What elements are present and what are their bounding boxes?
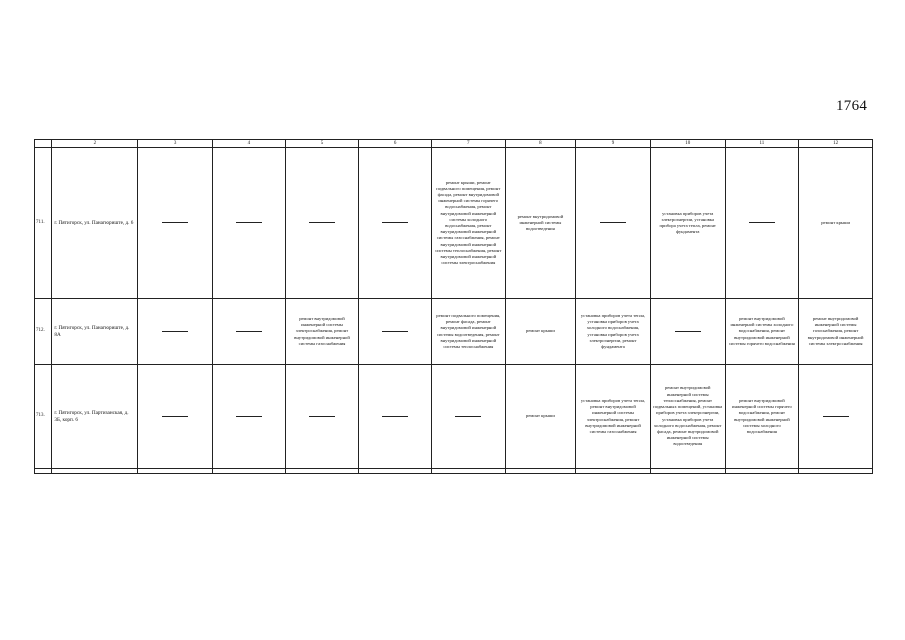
column-number: 12 xyxy=(799,140,873,148)
empty-cell xyxy=(576,148,651,299)
empty-cell xyxy=(138,148,213,299)
dash-mark xyxy=(162,331,188,332)
work-cell: ремонт крыши xyxy=(505,365,576,469)
table-row xyxy=(35,365,873,469)
empty-cell xyxy=(359,469,432,474)
table-row xyxy=(35,148,873,299)
column-number: 3 xyxy=(138,140,213,148)
address-cell: г. Пятигорск, ул. Панагюриште, д. 8А xyxy=(52,299,138,365)
work-cell: ремонт внутридомовой инженерной системы водоотведения xyxy=(505,148,576,299)
row-number: 712. xyxy=(35,299,52,365)
dash-mark xyxy=(236,222,262,223)
column-number: 11 xyxy=(725,140,799,148)
address-cell: г. Пятигорск, ул. Панагюриште, д. 6 xyxy=(52,148,138,299)
empty-cell xyxy=(576,469,651,474)
empty-cell xyxy=(35,469,52,474)
table-body xyxy=(35,140,873,474)
column-number-row xyxy=(35,140,873,148)
empty-cell xyxy=(213,299,286,365)
work-cell: ремонт крыши, ремонт подвального помещения, ремонт фасада, ремонт внутридомовой инженерной системы горячего водоснабжения, ремонт внутридомовой инженерной системы холодного водоснабжения, ремонт внутридомовой инженерной системы газоснабжения, ремонт внутридомовой инженерной системы теплоснабжения, ремонт внутридомовой инженерной системы электроснабжения xyxy=(431,148,505,299)
column-number: 7 xyxy=(431,140,505,148)
column-number: 2 xyxy=(52,140,138,148)
work-cell: ремонт внутридомовой инженерной системы электроснабжения, ремонт внутридомовой инженерной системы газоснабжения xyxy=(285,299,359,365)
column-number: 5 xyxy=(285,140,359,148)
work-cell: установка приборов учета тепла, установка приборов учета холодного водоснабжения, установка приборов учета электроэнергии, ремонт фундамента xyxy=(576,299,651,365)
empty-cell xyxy=(213,365,286,469)
empty-cell xyxy=(359,148,432,299)
empty-cell xyxy=(138,469,213,474)
dash-mark xyxy=(236,416,262,417)
work-cell: ремонт внутридомовой инженерной системы газоснабжения, ремонт внутридомовой инженерной системы электроснабжения xyxy=(799,299,873,365)
empty-cell xyxy=(505,469,576,474)
empty-cell xyxy=(650,469,725,474)
address-cell: г. Пятигорск, ул. Партизанская, д. 3Б, корп. 6 xyxy=(52,365,138,469)
work-cell: ремонт внутридомовой инженерной системы горячего водоснабжения, ремонт внутридомовой инженерной системы холодного водоснабжения xyxy=(725,365,799,469)
empty-cell xyxy=(431,365,505,469)
dash-mark xyxy=(675,331,701,332)
work-cell: установка приборов учета тепла, ремонт внутридомовой инженерной системы электроснабжения, ремонт внутридомовой инженерной системы газоснабжения xyxy=(576,365,651,469)
empty-cell xyxy=(359,299,432,365)
empty-row xyxy=(35,469,873,474)
dash-mark xyxy=(382,416,408,417)
dash-mark xyxy=(162,222,188,223)
empty-cell xyxy=(799,365,873,469)
dash-mark xyxy=(823,416,849,417)
dash-mark xyxy=(455,416,481,417)
empty-cell xyxy=(650,299,725,365)
dash-mark xyxy=(236,331,262,332)
work-cell: ремонт крыши xyxy=(505,299,576,365)
work-cell: ремонт подвального помещения, ремонт фасада, ремонт внутридомовой инженерной системы водоотведения, ремонт внутридомовой инженерной системы теплоснабжения xyxy=(431,299,505,365)
page-number: 1764 xyxy=(836,98,868,114)
column-number: 4 xyxy=(213,140,286,148)
empty-cell xyxy=(213,148,286,299)
column-number: 9 xyxy=(576,140,651,148)
empty-cell xyxy=(799,469,873,474)
empty-cell xyxy=(138,299,213,365)
row-number: 713. xyxy=(35,365,52,469)
column-number: 8 xyxy=(505,140,576,148)
table-row xyxy=(35,299,873,365)
empty-cell xyxy=(359,365,432,469)
empty-cell xyxy=(285,148,359,299)
row-number: 711. xyxy=(35,148,52,299)
dash-mark xyxy=(600,222,626,223)
empty-cell xyxy=(52,469,138,474)
empty-cell xyxy=(138,365,213,469)
repair-schedule-table xyxy=(34,139,873,474)
column-number xyxy=(35,140,52,148)
work-cell: ремонт крыши xyxy=(799,148,873,299)
dash-mark xyxy=(162,416,188,417)
empty-cell xyxy=(213,469,286,474)
dash-mark xyxy=(749,222,775,223)
dash-mark xyxy=(382,331,408,332)
dash-mark xyxy=(382,222,408,223)
empty-cell xyxy=(725,148,799,299)
dash-mark xyxy=(309,416,335,417)
empty-cell xyxy=(285,365,359,469)
empty-cell xyxy=(725,469,799,474)
column-number: 10 xyxy=(650,140,725,148)
dash-mark xyxy=(309,222,335,223)
empty-cell xyxy=(431,469,505,474)
column-number: 6 xyxy=(359,140,432,148)
empty-cell xyxy=(285,469,359,474)
work-cell: установка приборов учета электроэнергии, установка прибора учета тепла, ремонт фундамента xyxy=(650,148,725,299)
work-cell: ремонт внутридомовой инженерной системы холодного водоснабжения, ремонт внутридомовой инженерной системы горячего водоснабжения xyxy=(725,299,799,365)
work-cell: ремонт внутридомовой инженерной системы теплоснабжения, ремонт подвальных помещений, установка приборов учета электроэнергии, установка приборов учета холодного водоснабжения, ремонт фасада, ремонт внутридомовой инженерной системы водоотведения xyxy=(650,365,725,469)
